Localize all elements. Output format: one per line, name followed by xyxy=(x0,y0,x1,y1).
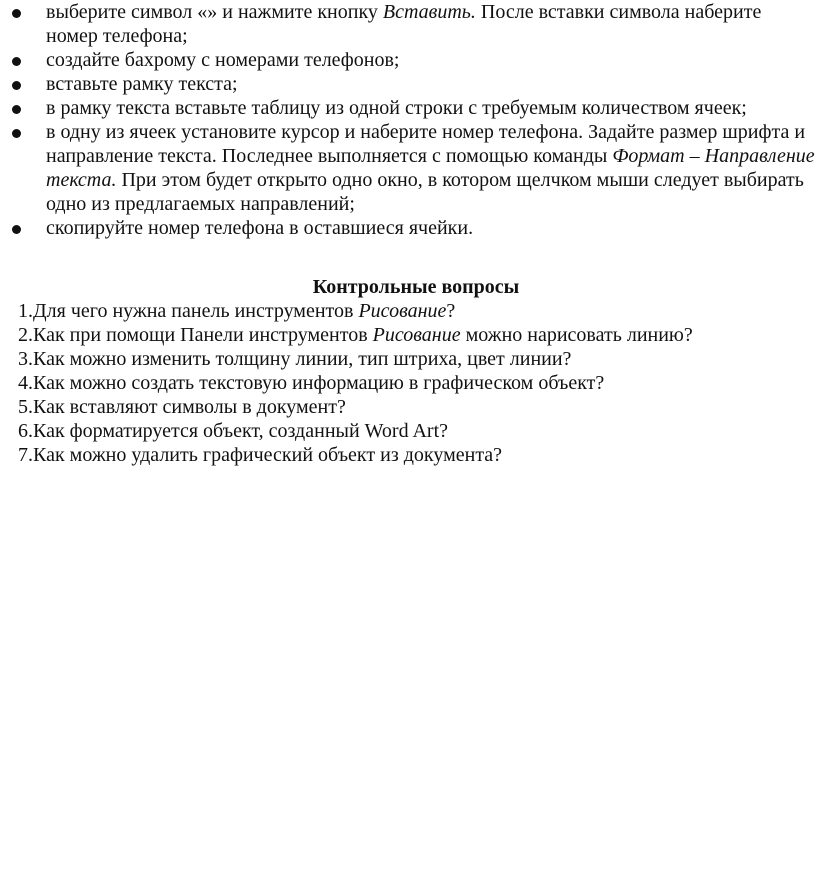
question-text: можно нарисовать линию? xyxy=(460,324,693,346)
list-item-italic: Вставить. xyxy=(382,1,476,23)
question-number: 2. xyxy=(18,324,33,346)
question-text: Как при помощи Панели инструментов xyxy=(33,324,373,346)
question-item xyxy=(18,419,808,443)
list-item-text: выберите символ «» и нажмите кнопку xyxy=(46,1,383,23)
bullet-icon xyxy=(12,81,21,90)
list-item xyxy=(0,120,816,216)
section-heading: Контрольные вопросы xyxy=(312,276,520,298)
question-item xyxy=(18,299,808,323)
list-item-text: в рамку текста вставьте таблицу из одной строки с требуемым количеством ячеек; xyxy=(46,97,747,119)
instruction-list xyxy=(0,0,816,240)
question-text: Как можно удалить графический объект из документа? xyxy=(33,444,503,466)
bullet-icon xyxy=(12,129,21,138)
question-number: 5. xyxy=(18,396,33,418)
question-item xyxy=(18,347,808,371)
bullet-icon xyxy=(12,105,21,114)
question-number: 6. xyxy=(18,420,33,442)
question-item xyxy=(18,395,808,419)
list-item-text: При этом будет открыто одно окно, в котором щелчком мыши следует выбирать одно из предлагаемых направлений; xyxy=(46,169,804,215)
list-item xyxy=(0,0,816,48)
question-text: Как форматируется объект, созданный Word Art? xyxy=(33,420,449,442)
question-text: Как вставляют символы в документ? xyxy=(33,396,346,418)
list-item-text: вставьте рамку текста; xyxy=(46,73,238,95)
question-text: Как можно изменить толщину линии, тип штриха, цвет линии? xyxy=(33,348,572,370)
question-number: 3. xyxy=(18,348,33,370)
question-text: Для чего нужна панель инструментов xyxy=(33,300,359,322)
question-number: 4. xyxy=(18,372,33,394)
questions-list xyxy=(18,299,808,467)
question-text: ? xyxy=(446,300,456,322)
list-item-italic: Формат – Направление текста. xyxy=(46,145,815,191)
question-item xyxy=(18,443,808,467)
list-item xyxy=(0,72,816,96)
question-text: Как можно создать текстовую информацию в графическом объект? xyxy=(33,372,605,394)
list-item-text: После вставки символа наберите номер телефона; xyxy=(46,1,762,47)
bullet-icon xyxy=(12,225,21,234)
list-item xyxy=(0,96,816,120)
question-item xyxy=(18,371,808,395)
question-italic: Рисование xyxy=(372,324,461,346)
question-item xyxy=(18,323,808,347)
list-item xyxy=(0,48,816,72)
list-item xyxy=(0,216,816,240)
question-italic: Рисование xyxy=(358,300,447,322)
question-number: 1. xyxy=(18,300,33,322)
bullet-icon xyxy=(12,9,21,18)
list-item-text: скопируйте номер телефона в оставшиеся ячейки. xyxy=(46,217,474,239)
question-number: 7. xyxy=(18,444,33,466)
list-item-text: создайте бахрому с номерами телефонов; xyxy=(46,49,400,71)
bullet-icon xyxy=(12,57,21,66)
list-item-text: в одну из ячеек установите курсор и наберите номер телефона. Задайте размер шрифта и направление текста. Последнее выполняется с помощью команды xyxy=(46,121,806,167)
